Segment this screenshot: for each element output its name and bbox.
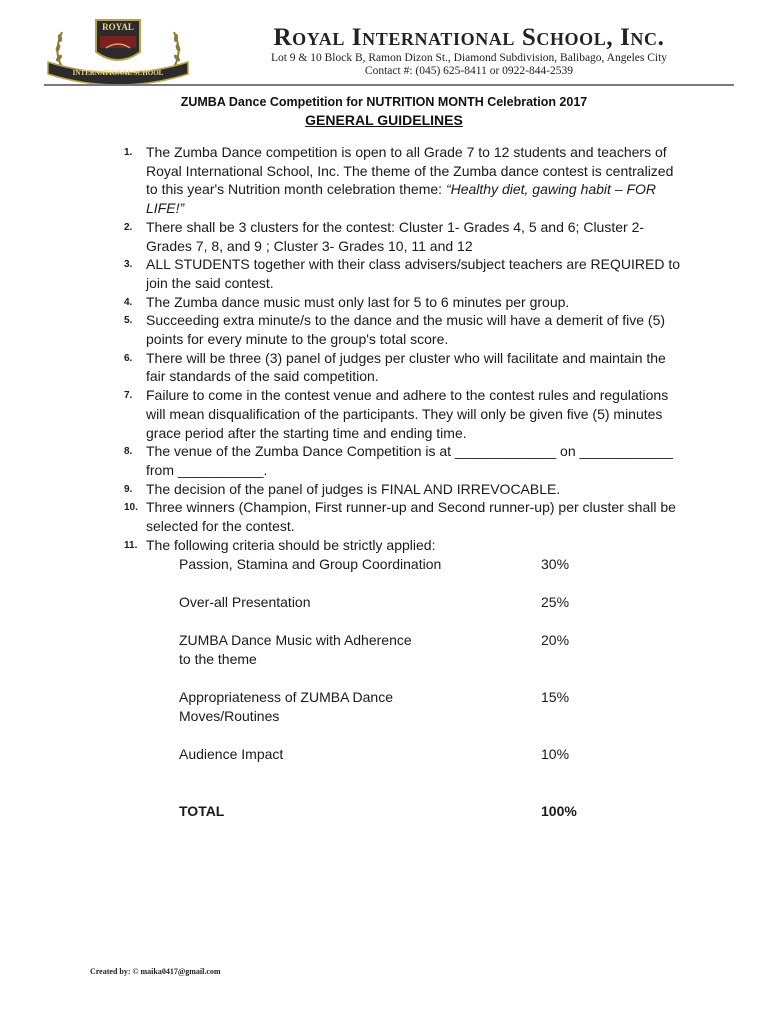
criteria-label: Over-all Presentation: [179, 594, 311, 610]
criteria-label: ZUMBA Dance Music with Adherence to the theme: [179, 632, 412, 667]
criteria-label: Appropriateness of ZUMBA Dance Moves/Routines: [179, 689, 393, 724]
guideline-text: The venue of the Zumba Dance Competition is at _____________ on ____________ from ___________.: [146, 443, 673, 478]
criteria-percent: 15%: [541, 689, 570, 705]
guideline-number: 5.: [124, 315, 133, 327]
letterhead: [44, 18, 734, 86]
guideline-number: 1.: [124, 147, 133, 158]
total-percent: 100%: [541, 803, 577, 819]
logo-ribbon-text: INTERNATIONAL SCHOOL: [72, 69, 164, 77]
guideline-item: [124, 311, 684, 348]
guideline-number: 8.: [124, 446, 133, 458]
footer-credit: Created by: © maika0417@gmail.com: [90, 967, 221, 976]
guideline-item: [124, 293, 684, 312]
guideline-number: 3.: [124, 259, 133, 271]
criteria-percent: 20%: [541, 632, 570, 648]
guidelines-list: [124, 143, 684, 554]
guideline-text: The Zumba Dance competition is open to all Grade 7 to 12 students and teachers of Royal International School, Inc. The theme of the Zumba dance contest is centralized to this year's Nutrition month celebration theme:: [146, 144, 674, 198]
criteria-label: Audience Impact: [179, 746, 284, 762]
event-title: ZUMBA Dance Competition for NUTRITION MONTH Celebration 2017: [180, 95, 588, 109]
guideline-item: [124, 442, 684, 479]
guideline-item: [124, 498, 684, 535]
guideline-number: 6.: [124, 352, 133, 364]
guideline-item: [124, 480, 684, 499]
guideline-number: 9.: [124, 483, 133, 495]
school-name: Royal International School, Inc.: [273, 24, 665, 51]
guideline-item: [124, 386, 684, 442]
guideline-text: There shall be 3 clusters for the contest: Cluster 1- Grades 4, 5 and 6; Cluster 2- Grades 7, 8, and 9 ; Cluster 3- Grades 10, 11 and 12: [146, 218, 645, 254]
criteria-label: Passion, Stamina and Group Coordination: [179, 556, 442, 572]
guideline-number: 7.: [124, 390, 133, 402]
school-contact: Contact #: (045) 625-8411 or 0922-844-2539: [364, 65, 574, 77]
guideline-item: [124, 349, 684, 386]
guideline-text: Three winners (Champion, First runner-up and Second runner-up) per cluster shall be selected for the contest.: [146, 499, 676, 535]
guideline-number: 10.: [124, 502, 138, 514]
guideline-item: [124, 536, 684, 555]
guideline-item: [124, 143, 684, 218]
guideline-text: Failure to come in the contest venue and adhere to the contest rules and regulations will mean disqualification of the participants. They will only be given five (5) minutes grace period after the starting time and ending time.: [146, 387, 669, 441]
guideline-number: 2.: [124, 221, 133, 233]
guideline-theme: “Healthy diet, gawing habit – FOR LIFE!”: [146, 181, 657, 217]
guideline-text: The Zumba dance music must only last for 5 to 6 minutes per group.: [146, 293, 570, 310]
school-address: Lot 9 & 10 Block B, Ramon Dizon St., Diamond Subdivision, Balibago, Angeles City: [270, 52, 668, 64]
total-label: TOTAL: [179, 803, 225, 819]
guideline-text: There will be three (3) panel of judges per cluster who will facilitate and maintain the fair standards of the said competition.: [146, 349, 666, 385]
section-title: GENERAL GUIDELINES: [305, 112, 463, 128]
logo-title: ROYAL: [102, 22, 134, 32]
criteria-percent: 25%: [541, 594, 570, 610]
criteria-percent: 10%: [541, 746, 570, 762]
criteria-percent: 30%: [541, 556, 570, 572]
guideline-number: 4.: [124, 296, 133, 308]
header-divider: [44, 84, 734, 86]
guideline-text: ALL STUDENTS together with their class advisers/subject teachers are REQUIRED to join the said contest.: [146, 256, 681, 291]
guideline-item: [124, 218, 684, 255]
guideline-item: [124, 255, 684, 292]
school-logo: [44, 18, 192, 86]
guideline-text: The following criteria should be strictly applied:: [146, 536, 436, 553]
guideline-text: The decision of the panel of judges is FINAL AND IRREVOCABLE.: [146, 480, 561, 497]
guideline-text: Succeeding extra minute/s to the dance and the music will have a demerit of five (5) points for every minute to the group's total score.: [146, 312, 666, 348]
guideline-number: 11.: [124, 539, 138, 551]
